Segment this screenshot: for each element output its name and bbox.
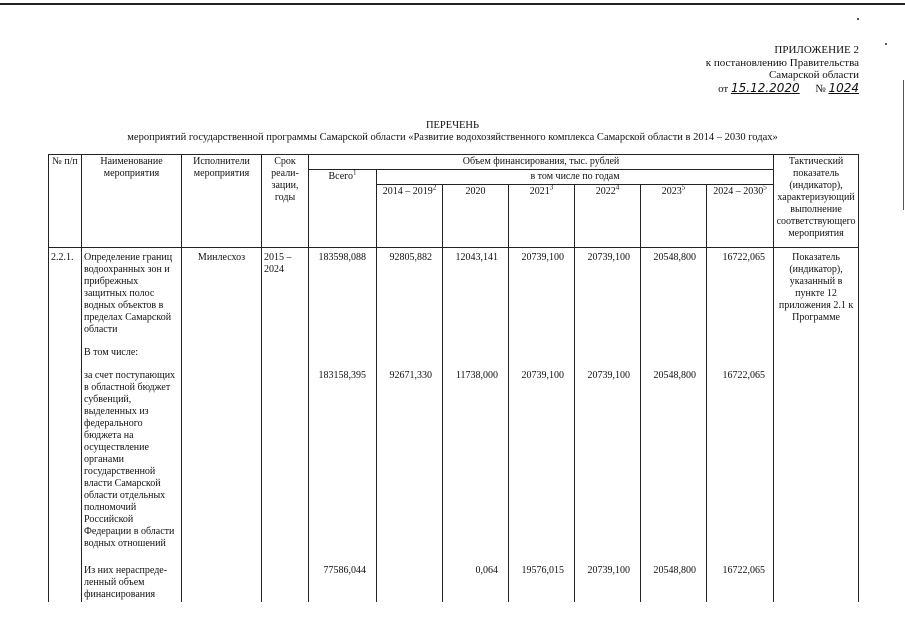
col-header-2023: 2023$^5$ xyxy=(641,185,707,248)
col-header-2021: 2021$^3$ xyxy=(509,185,575,248)
row-name: Из них нераспреде-ленный объем финансирования xyxy=(82,551,182,602)
col-header-2022: 2022$^4$ xyxy=(575,185,641,248)
row-y2021: 20739,100 xyxy=(509,360,575,551)
row-name: Определение границ водоохранных зон и прибрежных защитных полос водных объектов в пределах Самарской области xyxy=(82,248,182,338)
row-y2023: 20548,800 xyxy=(641,248,707,338)
row-executor: Минлесхоз xyxy=(182,248,262,338)
decree-number: 1024 xyxy=(828,80,859,95)
table-row xyxy=(49,360,859,551)
appendix-title: ПРИЛОЖЕНИЕ 2 xyxy=(774,44,859,56)
scan-speck xyxy=(885,43,887,45)
document-subtitle: мероприятий государственной программы Самарской области «Развитие водохозяйственного комплекса Самарской области в 2014 – 2030 годах» xyxy=(127,132,778,143)
table-row xyxy=(49,551,859,602)
measures-table xyxy=(48,154,859,602)
row-y2014-2019: 92671,330 xyxy=(377,360,443,551)
decree-date: 15.12.2020 xyxy=(730,80,800,95)
col-header-num: № п/п xyxy=(49,155,82,248)
row-y2022: 20739,100 xyxy=(575,551,641,602)
row-total: 183598,088 xyxy=(309,248,377,338)
number-label: № xyxy=(815,82,826,95)
col-header-funding: Объем финансирования, тыс. рублей xyxy=(309,155,774,170)
row-name: В том числе: xyxy=(82,337,182,360)
appendix-date-line xyxy=(706,82,859,96)
row-y2024-2030: 16722,065 xyxy=(707,360,774,551)
col-header-2020: 2020 xyxy=(443,185,509,248)
row-total: 77586,044 xyxy=(309,551,377,602)
row-y2022: 20739,100 xyxy=(575,360,641,551)
row-indicator: Показатель (индикатор), указанный в пункте 12 приложения 2.1 к Программе xyxy=(774,248,859,338)
row-y2023: 20548,800 xyxy=(641,360,707,551)
col-header-by-years: в том числе по годам xyxy=(377,170,774,185)
top-border-line xyxy=(0,3,905,5)
from-label: от xyxy=(718,82,729,95)
scan-edge-line xyxy=(903,80,904,210)
col-header-total: Всего$^1$ xyxy=(309,170,377,248)
appendix-region: Самарской области xyxy=(768,69,859,81)
row-y2022: 20739,100 xyxy=(575,248,641,338)
scan-speck xyxy=(857,18,859,20)
col-header-executors: Исполнители мероприятия xyxy=(182,155,262,248)
row-y2020: 0,064 xyxy=(443,551,509,602)
row-num: 2.2.1. xyxy=(49,248,82,338)
col-header-indicator: Тактический показатель (индикатор), характеризующий выполнение соответствующего мероприятия xyxy=(774,155,859,248)
row-y2014-2019: 92805,882 xyxy=(377,248,443,338)
row-y2024-2030: 16722,065 xyxy=(707,248,774,338)
row-y2020: 11738,000 xyxy=(443,360,509,551)
row-y2023: 20548,800 xyxy=(641,551,707,602)
row-total: 183158,395 xyxy=(309,360,377,551)
col-header-term: Срок реали-зации, годы xyxy=(262,155,309,248)
col-header-name: Наименование мероприятия xyxy=(82,155,182,248)
appendix-decree: к постановлению Правительства xyxy=(705,56,859,69)
row-term: 2015 – 2024 xyxy=(262,248,309,338)
col-header-2014-2019: 2014 – 2019$^2$ xyxy=(377,185,443,248)
row-name: за счет поступающих в областной бюджет субвенций, выделенных из федерального бюджета на осуществление органами государственной власти Самарской области отдельных полномочий Российской Федерации в области водных отношений xyxy=(82,360,182,551)
document-title: ПЕРЕЧЕНЬ xyxy=(425,120,480,131)
row-y2024-2030: 16722,065 xyxy=(707,551,774,602)
appendix-block xyxy=(706,44,859,95)
col-header-2024-2030: 2024 – 2030$^5$ xyxy=(707,185,774,248)
table-row xyxy=(49,248,859,338)
row-y2021: 19576,015 xyxy=(509,551,575,602)
row-y2021: 20739,100 xyxy=(509,248,575,338)
table-row xyxy=(49,337,859,360)
row-y2020: 12043,141 xyxy=(443,248,509,338)
